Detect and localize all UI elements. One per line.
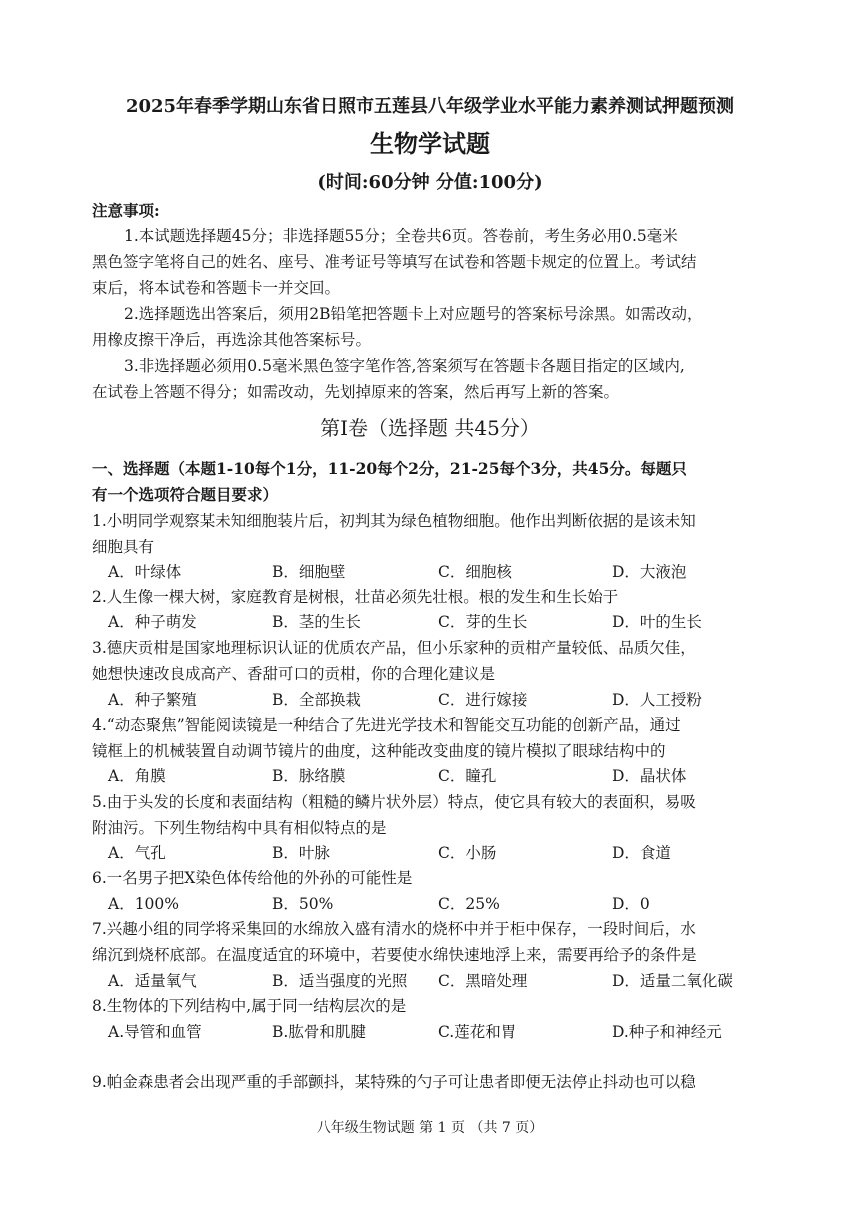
option-c[interactable]: C．进行嫁接 <box>438 691 528 709</box>
option-b[interactable]: B．脉络膜 <box>272 767 346 785</box>
question-stem: 6.一名男子把X染色体传给他的外孙的可能性是 <box>92 869 413 887</box>
option-a[interactable]: A．适量氧气 <box>108 972 197 990</box>
notes-line: 黑色签字笔将自己的姓名、座号、准考证号等填写在试卷和答题卡规定的位置上。考试结 <box>92 253 697 271</box>
option-b[interactable]: B．细胞壁 <box>272 563 346 581</box>
option-b[interactable]: B．叶脉 <box>272 844 330 862</box>
section-title: 第I卷（选择题 共45分） <box>320 416 540 440</box>
option-c[interactable]: C.莲花和胃 <box>438 1023 517 1041</box>
option-a[interactable]: A．气孔 <box>108 844 166 862</box>
section-instructions: 一、选择题（本题1-10每个1分，11-20每个2分，21-25每个3分，共45分。每题只 <box>92 459 687 478</box>
option-d[interactable]: D．人工授粉 <box>612 691 702 709</box>
option-b[interactable]: B．50% <box>272 895 334 913</box>
option-b[interactable]: B．茎的生长 <box>272 613 361 631</box>
notes-line: 在试卷上答题不得分；如需改动，先划掉原来的答案，然后再写上新的答案。 <box>92 383 620 401</box>
option-d[interactable]: D．食道 <box>612 844 671 862</box>
subject-title: 生物学试题 <box>370 129 490 158</box>
option-c[interactable]: C．细胞核 <box>438 563 512 581</box>
option-c[interactable]: C．瞳孔 <box>438 767 497 785</box>
option-b[interactable]: B．适当强度的光照 <box>272 972 408 990</box>
option-b[interactable]: B.肱骨和肌腱 <box>272 1023 366 1041</box>
question-stem: 9.帕金森患者会出现严重的手部颤抖，某特殊的勺子可让患者即便无法停止抖动也可以稳 <box>92 1073 696 1091</box>
option-b[interactable]: B．全部换栽 <box>272 691 361 709</box>
option-d[interactable]: D．叶的生长 <box>612 613 702 631</box>
notes-line: 2.选择题选出答案后，须用2B铅笔把答题卡上对应题号的答案标号涂黑。如需改动， <box>124 305 703 323</box>
question-stem: 1.小明同学观察某未知细胞装片后，初判其为绿色植物细胞。他作出判断依据的是该未知 <box>92 512 696 530</box>
option-c[interactable]: C．小肠 <box>438 844 497 862</box>
question-stem: 8.生物体的下列结构中,属于同一结构层次的是 <box>92 997 407 1015</box>
notes-heading: 注意事项: <box>92 201 160 220</box>
option-a[interactable]: A．叶绿体 <box>108 563 182 581</box>
question-stem: 7.兴趣小组的同学将采集回的水绵放入盛有清水的烧杯中并于柜中保存，一段时间后，水 <box>92 920 696 938</box>
notes-line: 束后，将本试卷和答题卡一并交回。 <box>92 279 341 297</box>
option-c[interactable]: C．25% <box>438 895 500 913</box>
option-a[interactable]: A．种子繁殖 <box>108 691 197 709</box>
question-stem: 她想快速改良成高产、香甜可口的贡柑，你的合理化建议是 <box>92 665 496 683</box>
option-a[interactable]: A．角膜 <box>108 767 166 785</box>
page-footer: 八年级生物试题 第 1 页 （共 7 页） <box>316 1120 544 1136</box>
question-stem: 镜框上的机械装置自动调节镜片的曲度，这种能改变曲度的镜片模拟了眼球结构中的 <box>92 742 666 760</box>
question-stem: 2.人生像一棵大树，家庭教育是树根，壮苗必须先壮根。根的发生和生长始于 <box>92 588 619 606</box>
time-score: (时间:60分钟 分值:100分) <box>317 172 543 193</box>
question-stem: 4.“动态聚焦”智能阅读镜是一种结合了先进光学技术和智能交互功能的创新产品，通过 <box>92 716 681 734</box>
section-instructions: 有一个选项符合题目要求） <box>92 485 279 504</box>
option-d[interactable]: D．晶状体 <box>612 767 687 785</box>
option-a[interactable]: A．种子萌发 <box>108 613 197 631</box>
option-a[interactable]: A.导管和血管 <box>108 1023 202 1041</box>
option-d[interactable]: D.种子和神经元 <box>612 1023 722 1041</box>
question-stem: 附油污。下列生物结构中具有相似特点的是 <box>92 819 387 837</box>
question-stem: 3.德庆贡柑是国家地理标识认证的优质农产品，但小乐家种的贡柑产量较低、品质欠佳， <box>92 639 696 657</box>
question-stem: 绵沉到烧杯底部。在温度适宜的环境中，若要使水绵快速地浮上来，需要再给予的条件是 <box>92 946 697 964</box>
question-stem: 细胞具有 <box>92 538 155 556</box>
notes-line: 3.非选择题必须用0.5毫米黑色签字笔作答,答案须写在答题卡各题目指定的区域内, <box>124 357 685 375</box>
option-c[interactable]: C．芽的生长 <box>438 613 528 631</box>
option-d[interactable]: D．适量二氧化碳 <box>612 972 733 990</box>
option-c[interactable]: C．黑暗处理 <box>438 972 528 990</box>
question-stem: 5.由于头发的长度和表面结构（粗糙的鳞片状外层）特点，使它具有较大的表面积，易吸 <box>92 793 696 811</box>
option-a[interactable]: A．100% <box>108 895 180 913</box>
option-d[interactable]: D．0 <box>612 895 650 913</box>
option-d[interactable]: D．大液泡 <box>612 563 687 581</box>
notes-line: 用橡皮擦干净后，再选涂其他答案标号。 <box>92 331 372 349</box>
exam-title: 2025年春季学期山东省日照市五莲县八年级学业水平能力素养测试押题预测 <box>125 96 735 117</box>
notes-line: 1.本试题选择题45分；非选择题55分；全卷共6页。答卷前，考生务必用0.5毫米 <box>124 227 678 245</box>
